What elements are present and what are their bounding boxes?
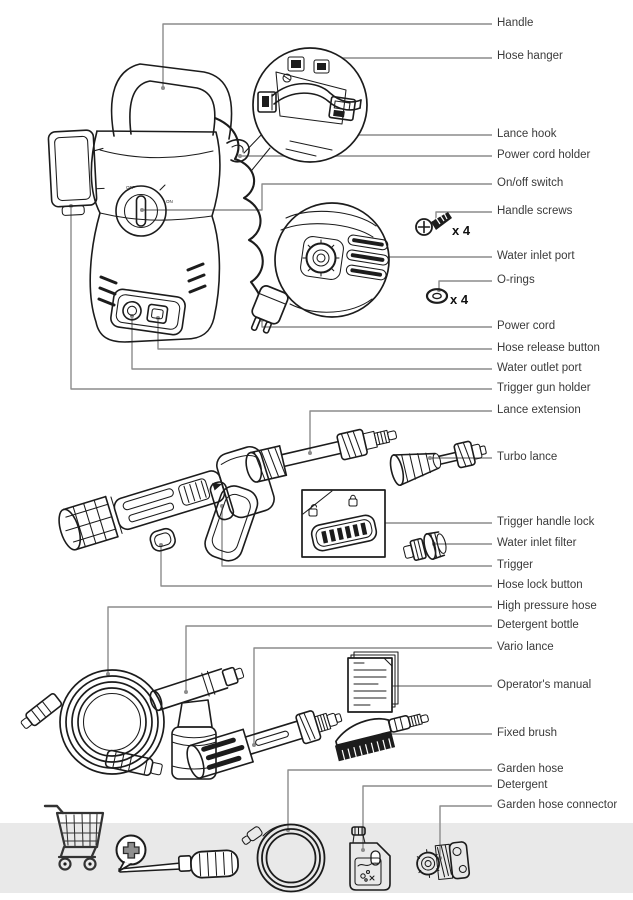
handle-screws-icon <box>416 212 452 235</box>
dial-on-marking: ON <box>166 199 173 204</box>
shopping-cart-icon <box>45 806 103 870</box>
o-rings-quantity: x 4 <box>450 292 469 307</box>
label-water-inlet-filter: Water inlet filter <box>497 537 577 549</box>
label-trigger-handle-lock: Trigger handle lock <box>497 516 595 528</box>
label-lance-extension: Lance extension <box>497 404 581 416</box>
label-hose-release-button: Hose release button <box>497 342 600 354</box>
label-detergent: Detergent <box>497 779 548 791</box>
callout-hose-hanger-detail <box>244 48 367 170</box>
leader-power-cord <box>262 320 492 327</box>
callout-water-inlet-detail <box>275 203 391 317</box>
label-high-pressure-hose: High pressure hose <box>497 600 597 612</box>
trigger-handle-lock-callout <box>302 490 385 557</box>
label-handle-screws: Handle screws <box>497 205 573 217</box>
label-lance-hook: Lance hook <box>497 128 557 140</box>
label-trigger: Trigger <box>497 559 533 571</box>
detergent-jug <box>350 827 390 890</box>
label-detergent-bottle: Detergent bottle <box>497 619 579 631</box>
label-garden-hose: Garden hose <box>497 763 564 775</box>
leader-detergent-bottle <box>186 626 492 692</box>
label-garden-hose-connector: Garden hose connector <box>497 799 618 811</box>
vario-lance <box>184 701 346 780</box>
leader-hose-release-button <box>158 318 492 349</box>
label-o-rings: O-rings <box>497 274 535 286</box>
label-hose-hanger: Hose hanger <box>497 50 563 62</box>
gun-grip <box>201 482 261 564</box>
handle-screws-quantity: x 4 <box>452 223 471 238</box>
leader-high-pressure-hose <box>108 607 492 674</box>
label-trigger-gun-holder: Trigger gun holder <box>497 382 591 394</box>
label-hose-lock-button: Hose lock button <box>497 579 583 591</box>
pressure-washer-unit <box>48 64 263 342</box>
power-plug <box>246 284 290 338</box>
label-power-cord-holder: Power cord holder <box>497 149 591 161</box>
label-water-outlet-port: Water outlet port <box>497 362 582 374</box>
water-inlet-filter <box>401 530 448 565</box>
front-panel <box>110 288 187 336</box>
high-pressure-hose <box>19 670 164 778</box>
label-power-cord: Power cord <box>497 320 556 332</box>
label-turbo-lance: Turbo lance <box>497 451 558 463</box>
label-on-off-switch: On/off switch <box>497 177 564 189</box>
label-operators-manual: Operator's manual <box>497 679 592 691</box>
garden-hose-connector <box>415 841 469 882</box>
unit-body <box>90 131 220 342</box>
leader-garden-hose-connector <box>440 806 492 858</box>
garden-hose <box>240 824 324 891</box>
turbo-lance <box>388 435 489 487</box>
o-rings-icon <box>427 289 447 303</box>
label-vario-lance: Vario lance <box>497 641 554 653</box>
dial-off-marking: OFF <box>126 185 135 190</box>
trigger-gun-holder <box>48 129 106 216</box>
screwdriver-icon <box>117 836 239 879</box>
leader-garden-hose <box>288 770 492 830</box>
leader-water-outlet-port <box>132 316 492 369</box>
label-handle: Handle <box>497 17 534 29</box>
label-fixed-brush: Fixed brush <box>497 727 558 739</box>
label-water-inlet-port: Water inlet port <box>497 250 575 262</box>
operators-manual <box>348 652 398 712</box>
leader-detergent <box>363 786 492 850</box>
hose-lock-button <box>148 527 177 553</box>
leader-o-rings <box>439 281 492 290</box>
